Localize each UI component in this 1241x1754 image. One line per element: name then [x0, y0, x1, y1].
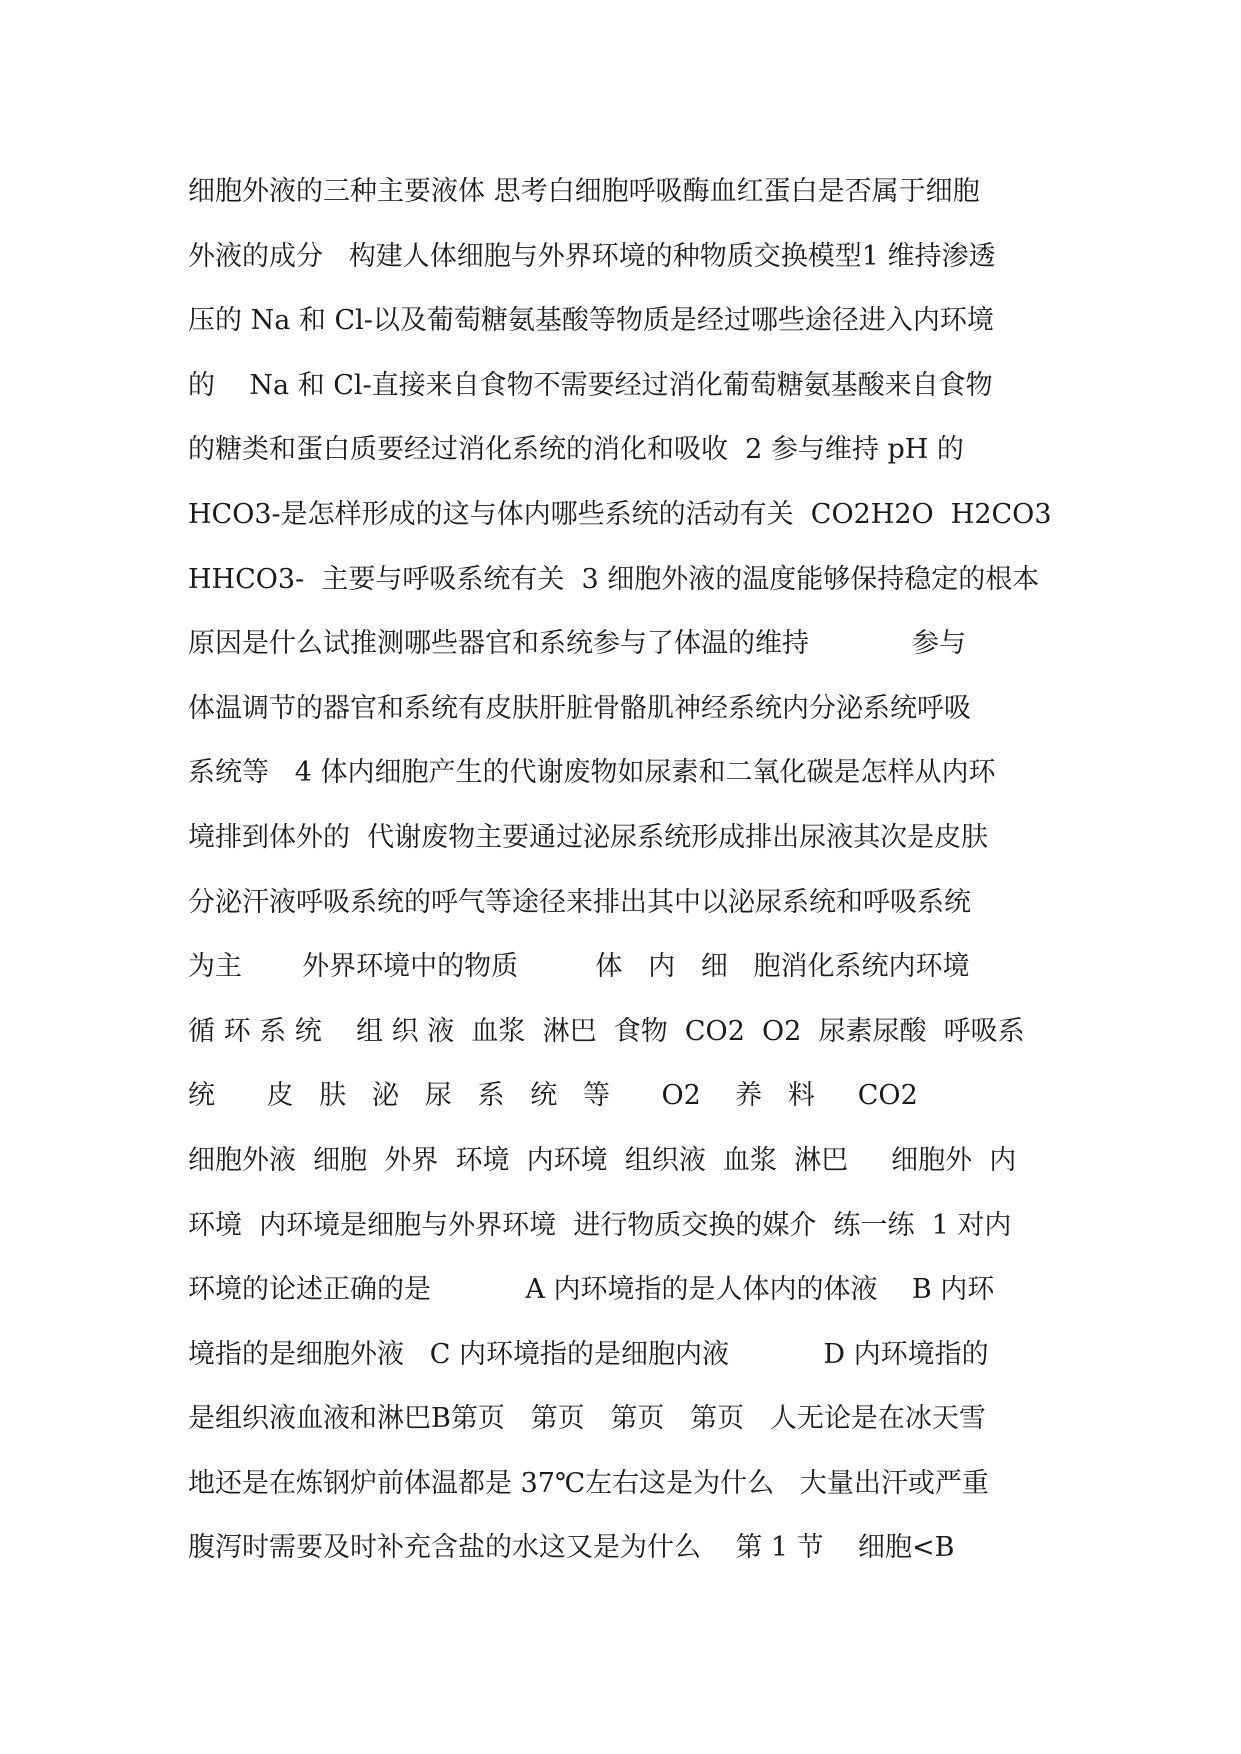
text-line: 系统等 4 体内细胞产生的代谢废物如尿素和二氧化碳是怎样从内环 [188, 757, 996, 789]
text-line: 的 Na 和 Cl-直接来自食物不需要经过消化葡萄糖氨基酸来自食物 [188, 369, 993, 401]
text-line: 环境 内环境是细胞与外界环境 进行物质交换的媒介 练一练 1 对内 [188, 1209, 1012, 1241]
text-line: 的糖类和蛋白质要经过消化系统的消化和吸收 2 参与维持 pH 的 [188, 434, 964, 466]
text-line: 细胞外液的三种主要液体 思考白细胞呼吸酶血红蛋白是否属于细胞 [188, 176, 980, 207]
text-line: 境指的是细胞外液 C 内环境指的是细胞内液 D 内环境指的 [188, 1338, 989, 1370]
text-line: 腹泻时需要及时补充含盐的水这又是为什么 第 1 节 细胞<B [188, 1532, 955, 1564]
text-line: 统 皮 肤 泌 尿 系 统 等 O2 养 料 CO2 [188, 1080, 918, 1112]
text-line: HHCO3- 主要与呼吸系统有关 3 细胞外液的温度能够保持稳定的根本 [188, 563, 1040, 595]
text-line: 环境的论述正确的是 A 内环境指的是人体内的体液 B 内环 [188, 1274, 995, 1306]
text-line: HCO3-是怎样形成的这与体内哪些系统的活动有关 CO2H2O H2CO3 [188, 498, 1052, 530]
body-text [188, 160, 1058, 1581]
text-line: 地还是在炼钢炉前体温都是 37℃左右这是为什么 大量出汗或严重 [188, 1467, 989, 1499]
text-line: 分泌汗液呼吸系统的呼气等途径来排出其中以泌尿系统和呼吸系统 [188, 886, 971, 918]
text-line: 体温调节的器官和系统有皮肤肝脏骨骼肌神经系统内分泌系统呼吸 [188, 692, 971, 724]
text-line: 境排到体外的 代谢废物主要通过泌尿系统形成排出尿液其次是皮肤 [188, 821, 989, 853]
text-line: 原因是什么试推测哪些器官和系统参与了体温的维持 参与 [188, 628, 966, 660]
text-line: 循 环 系 统 组 织 液 血浆 淋巴 食物 CO2 O2 尿素尿酸 呼吸系 [188, 1015, 1025, 1047]
text-line: 是组织液血液和淋巴B第页 第页 第页 第页 人无论是在冰天雪 [188, 1403, 986, 1435]
text-line: 外液的成分 构建人体细胞与外界环境的种物质交换模型1 维持渗透 [188, 240, 996, 272]
text-line: 细胞外液 细胞 外界 环境 内环境 组织液 血浆 淋巴 细胞外 内 [188, 1144, 1017, 1176]
text-line: 压的 Na 和 Cl-以及葡萄糖氨基酸等物质是经过哪些途径进入内环境 [188, 305, 994, 337]
text-line: 为主 外界环境中的物质 体 内 细 胞消化系统内环境 [188, 951, 970, 983]
